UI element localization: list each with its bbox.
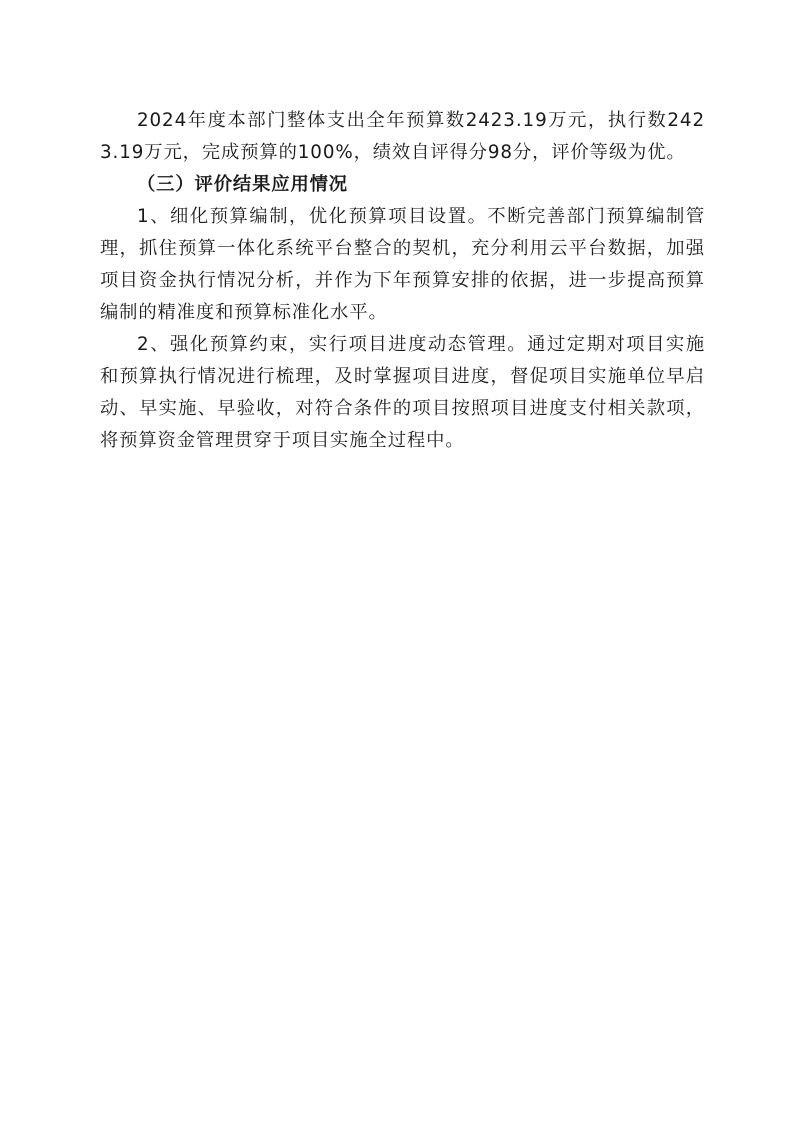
- document-body: [100, 105, 705, 457]
- paragraph-refine-budget: 1、细化预算编制，优化预算项目设置。不断完善部门预算编制管理，抓住预算一体化系统平台整合的契机，充分利用云平台数据，加强项目资金执行情况分析，并作为下年预算安排的依据，进一步提高预算编制的精准度和预算标准化水平。: [100, 206, 705, 323]
- paragraph-strengthen-budget: 2、强化预算约束，实行项目进度动态管理。通过定期对项目实施和预算执行情况进行梳理，及时掌握项目进度，督促项目实施单位早启动、早实施、早验收，对符合条件的项目按照项目进度支付相关款项，将预算资金管理贯穿于项目实施全过程中。: [100, 334, 705, 451]
- section-heading-evaluation-application: （三）评价结果应用情况: [137, 174, 348, 195]
- paragraph-budget-summary: 2024年度本部门整体支出全年预算数2423.19万元，执行数2423.19万元，完成预算的100%，绩效自评得分98分，评价等级为优。: [100, 110, 705, 163]
